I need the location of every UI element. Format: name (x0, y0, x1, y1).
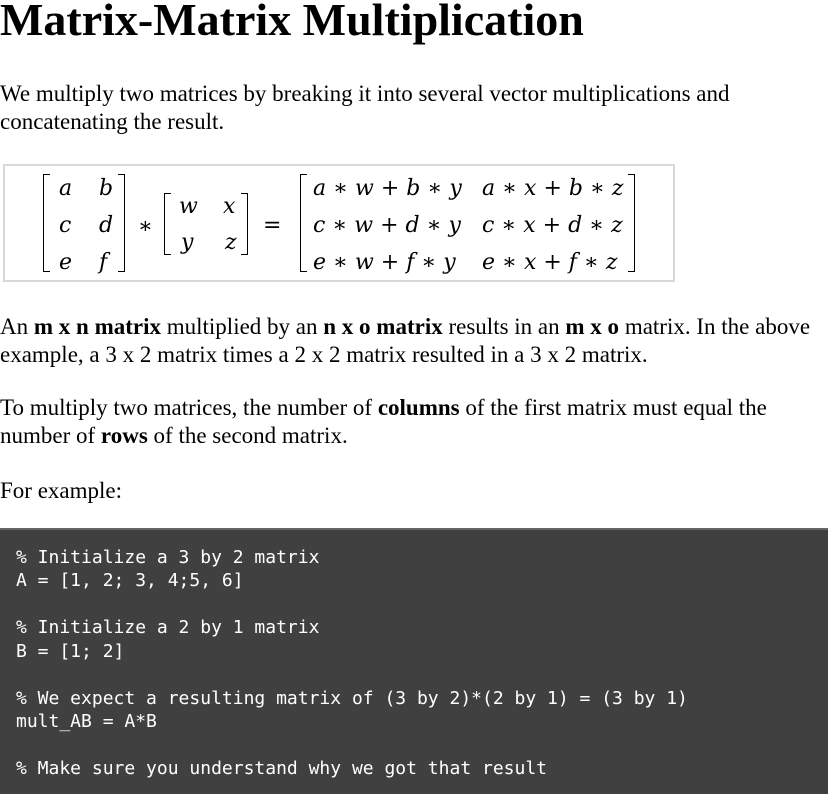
code-line: mult_AB = A*B (16, 711, 157, 732)
matrix-entry: c (59, 213, 72, 238)
matrix-entry: b (99, 176, 114, 201)
intro-paragraph: We multiply two matrices by breaking it into several vector multiplications and concatenating the result. (0, 81, 730, 134)
code-line: % Initialize a 2 by 1 matrix (16, 617, 320, 638)
result-entry: e ∗ x + f ∗ z (482, 250, 618, 275)
page-title: Matrix-Matrix Multiplication (0, 0, 584, 45)
dimension-paragraph: An m x n matrix multiplied by an n x o matrix results in an m x o matrix. In the above example, a 3 x 2 matrix times a 2 x 2 matrix resulted in a 3 x 2 matrix. (0, 314, 811, 367)
result-entry: c ∗ x + d ∗ z (482, 213, 623, 238)
code-line: A = [1, 2; 3, 4;5, 6] (16, 570, 244, 591)
matrix-entry: x (223, 194, 236, 219)
left-bracket-open (43, 174, 50, 272)
matrix-entry: z (225, 230, 237, 255)
bold-term: m x o (565, 314, 620, 339)
result-entry: a ∗ x + b ∗ z (482, 176, 624, 201)
result-entry: a ∗ w + b ∗ y (313, 176, 462, 201)
equals-operator: = (263, 213, 282, 238)
bold-term: rows (100, 423, 148, 448)
example-label: For example: (0, 478, 122, 503)
code-line: B = [1; 2] (16, 641, 125, 662)
right-bracket-open (164, 193, 171, 255)
result-entry: c ∗ w + d ∗ y (313, 213, 461, 238)
matrix-entry: y (181, 230, 194, 255)
code-block (0, 528, 828, 794)
matrix-entry: f (99, 250, 108, 275)
result-bracket-open (300, 174, 307, 272)
times-operator: ∗ (138, 214, 153, 239)
bold-term: m x n matrix (33, 314, 161, 339)
left-bracket-close (118, 174, 125, 272)
result-bracket-close (628, 174, 635, 272)
rule-paragraph: To multiply two matrices, the number of columns of the first matrix must equal the number of rows of the second matrix. (0, 395, 767, 448)
matrix-entry: a (59, 176, 73, 201)
formula-box (3, 164, 675, 282)
matrix-entry: d (99, 213, 114, 238)
result-entry: e ∗ w + f ∗ y (313, 250, 456, 275)
right-bracket-close (241, 193, 248, 255)
matrix-entry: w (179, 194, 198, 219)
bold-term: n x o matrix (323, 314, 443, 339)
matrix-entry: e (59, 250, 73, 275)
code-line: % Make sure you understand why we got that result (16, 758, 548, 779)
code-line: % Initialize a 3 by 2 matrix (16, 547, 320, 568)
code-line: % We expect a resulting matrix of (3 by 2)*(2 by 1) = (3 by 1) (16, 688, 688, 709)
bold-term: columns (377, 395, 460, 420)
